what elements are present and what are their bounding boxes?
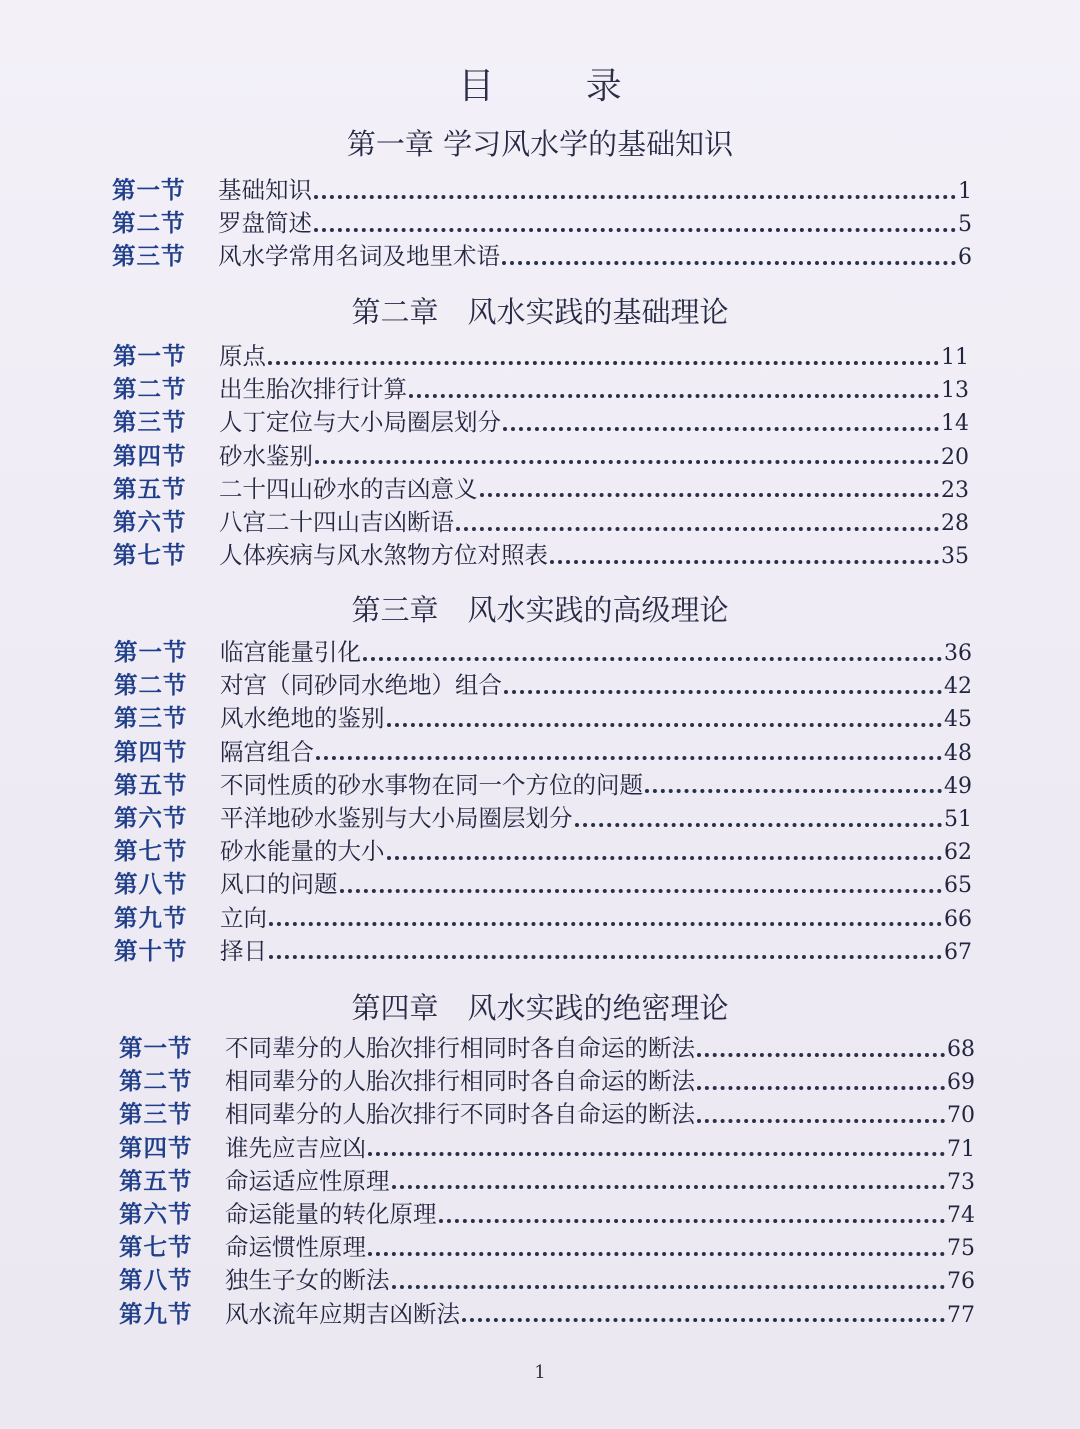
- toc-entry: [119, 1098, 975, 1131]
- dot-leader: [392, 1185, 946, 1189]
- section-title: 砂水能量的大小: [220, 837, 385, 866]
- page-ref: 6: [958, 245, 972, 271]
- toc-entry: [113, 340, 969, 373]
- toc-entry: [113, 440, 969, 473]
- dot-leader: [697, 1119, 945, 1123]
- section-number: 第一节: [119, 1034, 193, 1062]
- page-ref: 75: [947, 1236, 975, 1262]
- toc-entry: [114, 702, 972, 735]
- chapter-heading: 第四章 风水实践的绝密理论: [351, 991, 729, 1025]
- section-number: 第二节: [112, 209, 186, 238]
- dot-leader: [697, 1086, 945, 1090]
- toc-title: 目 录: [458, 66, 662, 107]
- section-number: 第五节: [113, 474, 187, 503]
- toc-entry: [113, 539, 969, 572]
- dot-leader: [480, 493, 940, 497]
- section-number: 第四节: [119, 1133, 193, 1162]
- section-title: 原点: [219, 342, 266, 370]
- section-number: 第八节: [114, 870, 188, 899]
- page-ref: 35: [941, 544, 969, 570]
- page-ref: 73: [947, 1169, 975, 1195]
- dot-leader: [550, 560, 939, 564]
- page-ref: 14: [941, 411, 969, 437]
- section-title: 出生胎次排行计算: [219, 375, 407, 404]
- page-ref: 62: [944, 840, 972, 866]
- section-number: 第二节: [114, 671, 188, 700]
- section-title: 临宫能量引化: [220, 638, 361, 666]
- page-ref: 67: [944, 939, 972, 965]
- section-title: 风口的问题: [220, 870, 338, 899]
- dot-leader: [697, 1053, 945, 1057]
- toc-entry: [113, 473, 969, 506]
- dot-leader: [502, 261, 956, 265]
- toc-list-chapter-3: [114, 636, 972, 968]
- toc-entry: [114, 669, 972, 702]
- section-title: 罗盘简述: [218, 209, 312, 238]
- section-number: 第三节: [114, 704, 188, 733]
- page-ref: 71: [947, 1136, 975, 1162]
- section-number: 第三节: [112, 242, 186, 271]
- section-title: 二十四山砂水的吉凶意义: [219, 474, 478, 503]
- section-number: 第七节: [113, 541, 187, 570]
- section-number: 第二节: [113, 375, 187, 404]
- toc-entry: [119, 1132, 975, 1165]
- section-number: 第三节: [119, 1100, 193, 1129]
- section-title: 砂水鉴别: [219, 441, 313, 470]
- section-number: 第六节: [114, 803, 188, 832]
- dot-leader: [504, 690, 942, 694]
- toc-entry: [112, 240, 972, 273]
- dot-leader: [387, 856, 943, 860]
- page-ref: 28: [941, 510, 969, 536]
- page-ref: 51: [944, 806, 972, 832]
- page-ref: 70: [947, 1103, 975, 1129]
- section-number: 第一节: [112, 176, 186, 204]
- page-ref: 48: [944, 740, 972, 766]
- section-number: 第一节: [114, 638, 188, 666]
- toc-entry: [114, 636, 972, 669]
- toc-entry: [119, 1298, 975, 1331]
- toc-entry: [119, 1264, 975, 1297]
- toc-entry: [119, 1065, 975, 1098]
- section-number: 第六节: [119, 1199, 193, 1228]
- section-number: 第二节: [119, 1067, 193, 1096]
- dot-leader: [269, 955, 942, 959]
- section-title: 平洋地砂水鉴别与大小局圈层划分: [220, 803, 573, 832]
- toc-entry: [114, 769, 972, 802]
- section-title: 风水学常用名词及地里术语: [218, 242, 500, 271]
- chapter-heading: 第三章 风水实践的高级理论: [351, 593, 729, 627]
- page-ref: 23: [941, 477, 969, 503]
- section-title: 命运适应性原理: [225, 1166, 390, 1195]
- page-ref: 66: [944, 906, 972, 932]
- dot-leader: [392, 1285, 946, 1289]
- page-ref: 36: [944, 641, 972, 666]
- dot-leader: [439, 1219, 946, 1223]
- page-ref: 13: [941, 378, 969, 404]
- dot-leader: [363, 657, 942, 661]
- section-title: 命运惯性原理: [225, 1233, 366, 1262]
- dot-leader: [456, 527, 939, 531]
- dot-leader: [316, 756, 942, 760]
- page-ref: 49: [944, 773, 972, 799]
- section-title: 隔宫组合: [220, 737, 314, 766]
- section-title: 不同辈分的人胎次排行相同时各自命运的断法: [225, 1034, 695, 1062]
- dot-leader: [368, 1152, 945, 1156]
- section-title: 立向: [220, 903, 267, 932]
- section-title: 相同辈分的人胎次排行相同时各自命运的断法: [225, 1067, 695, 1096]
- toc-entry: [112, 174, 972, 207]
- toc-entry: [114, 902, 972, 935]
- section-number: 第四节: [113, 441, 187, 470]
- dot-leader: [269, 922, 942, 926]
- chapter-heading: 第一章 学习风水学的基础知识: [346, 127, 734, 161]
- section-title: 风水流年应期吉凶断法: [225, 1299, 460, 1328]
- toc-entry: [114, 736, 972, 769]
- page-ref: 5: [958, 212, 972, 238]
- page-ref: 11: [941, 345, 969, 370]
- section-number: 第九节: [114, 903, 188, 932]
- dot-leader: [314, 228, 956, 232]
- chapter-heading: 第二章 风水实践的基础理论: [351, 295, 729, 329]
- section-number: 第六节: [113, 507, 187, 536]
- dot-leader: [462, 1318, 945, 1322]
- section-number: 第一节: [113, 342, 187, 370]
- toc-entry: [114, 935, 972, 968]
- toc-entry: [114, 835, 972, 868]
- page-ref: 68: [947, 1037, 975, 1062]
- dot-leader: [368, 1252, 945, 1256]
- section-title: 风水绝地的鉴别: [220, 704, 385, 733]
- page-ref: 42: [944, 674, 972, 700]
- section-number: 第七节: [119, 1233, 193, 1262]
- dot-leader: [645, 789, 942, 793]
- section-title: 基础知识: [218, 176, 312, 204]
- section-title: 择日: [220, 936, 267, 965]
- toc-list-chapter-1: [112, 174, 972, 274]
- section-number: 第七节: [114, 837, 188, 866]
- page-ref: 45: [944, 707, 972, 733]
- section-title: 命运能量的转化原理: [225, 1199, 437, 1228]
- dot-leader: [409, 394, 939, 398]
- dot-leader: [503, 427, 939, 431]
- toc-entry: [113, 506, 969, 539]
- toc-entry: [113, 406, 969, 439]
- section-number: 第四节: [114, 737, 188, 766]
- dot-leader: [387, 723, 943, 727]
- page-ref: 77: [947, 1302, 975, 1328]
- page-ref: 1: [958, 179, 972, 204]
- section-number: 第八节: [119, 1266, 193, 1295]
- toc-list-chapter-2: [113, 340, 969, 572]
- section-title: 八宫二十四山吉凶断语: [219, 507, 454, 536]
- toc-entry: [114, 868, 972, 901]
- toc-entry: [119, 1198, 975, 1231]
- toc-entry: [113, 373, 969, 406]
- section-number: 第五节: [119, 1166, 193, 1195]
- toc-entry: [114, 802, 972, 835]
- section-title: 对宫（同砂同水绝地）组合: [220, 671, 502, 700]
- page-ref: 74: [947, 1202, 975, 1228]
- dot-leader: [575, 823, 943, 827]
- section-title: 人体疾病与风水煞物方位对照表: [219, 541, 548, 570]
- toc-entry: [112, 207, 972, 240]
- section-title: 不同性质的砂水事物在同一个方位的问题: [220, 770, 643, 799]
- toc-list-chapter-4: [119, 1032, 975, 1331]
- dot-leader: [315, 460, 939, 464]
- section-number: 第十节: [114, 936, 188, 965]
- dot-leader: [314, 195, 956, 199]
- page-ref: 20: [941, 444, 969, 470]
- dot-leader: [268, 361, 939, 365]
- section-number: 第三节: [113, 408, 187, 437]
- section-number: 第五节: [114, 770, 188, 799]
- section-title: 谁先应吉应凶: [225, 1133, 366, 1162]
- toc-entry: [119, 1231, 975, 1264]
- section-title: 人丁定位与大小局圈层划分: [219, 408, 501, 437]
- dot-leader: [340, 889, 943, 893]
- toc-entry: [119, 1165, 975, 1198]
- section-number: 第九节: [119, 1299, 193, 1328]
- page-ref: 69: [947, 1070, 975, 1096]
- page-ref: 76: [947, 1269, 975, 1295]
- toc-entry: [119, 1032, 975, 1065]
- page-number: 1: [534, 1362, 546, 1383]
- page-ref: 65: [944, 873, 972, 899]
- section-title: 相同辈分的人胎次排行不同时各自命运的断法: [225, 1100, 695, 1129]
- section-title: 独生子女的断法: [225, 1266, 390, 1295]
